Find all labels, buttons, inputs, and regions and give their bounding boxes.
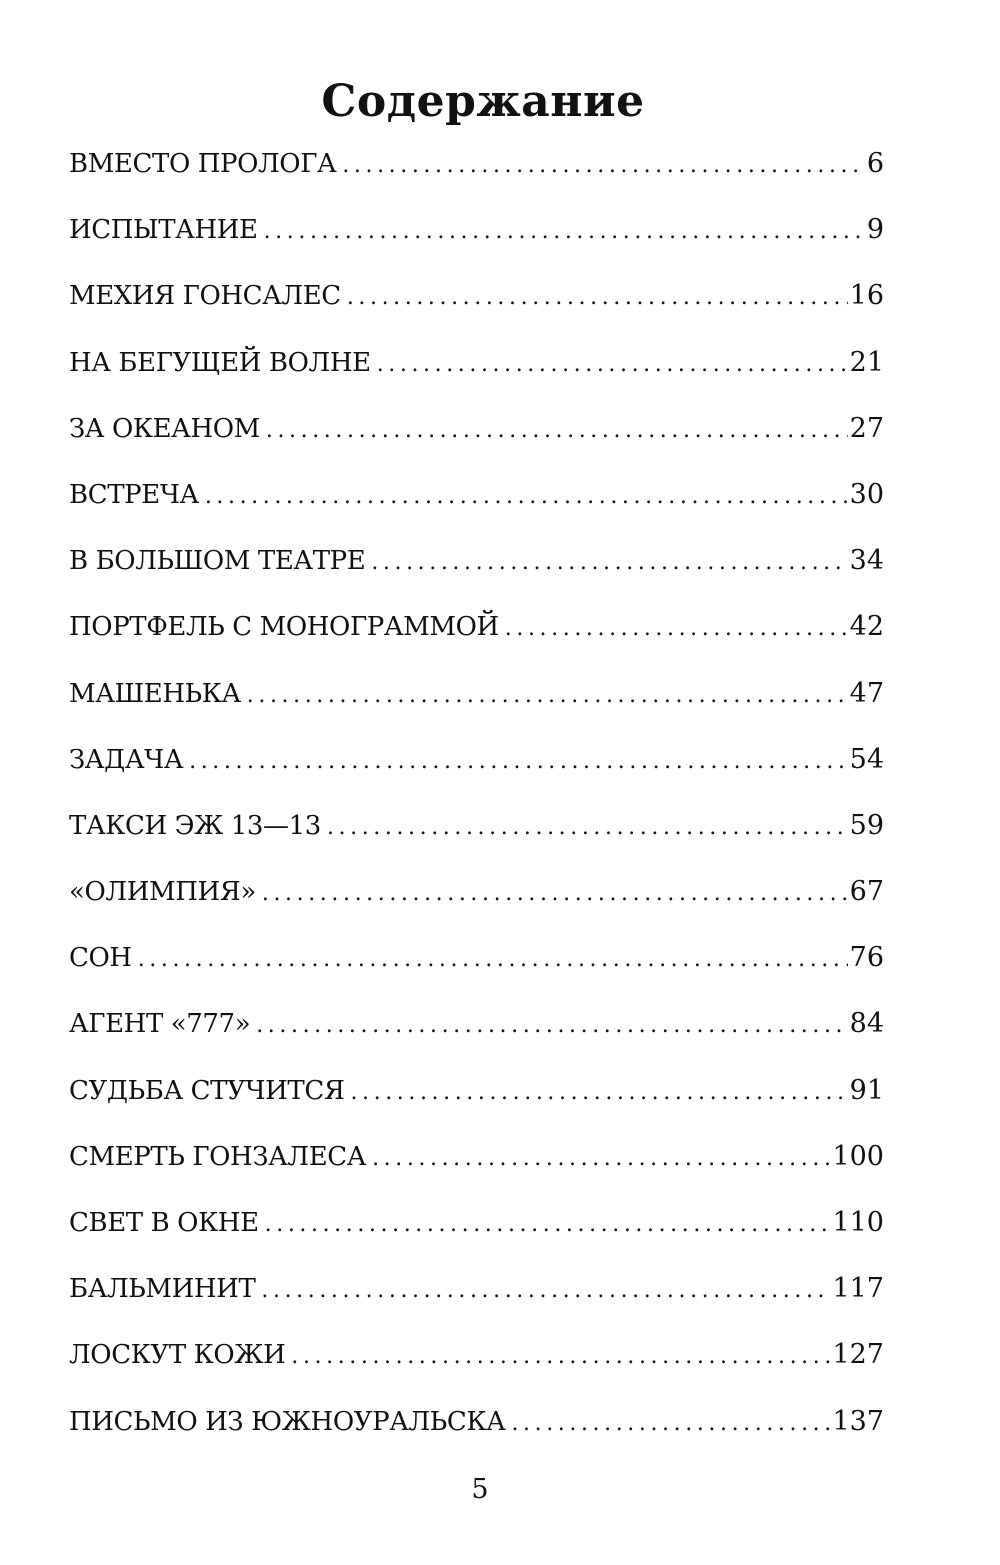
dot-leader	[261, 1261, 830, 1321]
toc-entry	[69, 1193, 884, 1259]
toc-entry-page: 137	[832, 1405, 884, 1437]
toc-entry-page: 117	[832, 1273, 884, 1305]
toc-entry-title: ТАКСИ ЭЖ 13—13	[69, 810, 321, 841]
dot-leader	[342, 136, 862, 196]
toc-entry	[69, 796, 884, 862]
toc-entry-page: 54	[849, 743, 884, 775]
toc-entry-title: МЕХИЯ ГОНСАЛЕС	[69, 281, 341, 312]
toc-entry-page: 42	[849, 611, 884, 643]
dot-leader	[247, 666, 848, 726]
dot-leader	[189, 732, 848, 792]
toc-entry	[69, 531, 884, 597]
toc-entry	[69, 134, 884, 200]
toc-entry-page: 6	[866, 148, 884, 179]
page-number: 5	[471, 1474, 489, 1505]
toc-entry-title: НА БЕГУЩЕЙ ВОЛНЕ	[69, 347, 371, 378]
toc-entry-page: 110	[832, 1207, 884, 1238]
dot-leader	[505, 599, 848, 659]
toc-entry	[69, 1392, 884, 1458]
toc-entry	[69, 1127, 884, 1193]
toc-entry	[69, 862, 884, 928]
toc-entry	[69, 994, 884, 1060]
toc-entry	[69, 465, 884, 531]
toc-entry-title: БАЛЬМИНИТ	[69, 1274, 256, 1305]
toc-entry	[69, 928, 884, 994]
dot-leader	[350, 1063, 847, 1123]
dot-leader	[371, 533, 847, 593]
toc-entry-page: 84	[849, 1008, 884, 1040]
toc-entry-page: 47	[849, 677, 884, 709]
toc-entry-title: ВСТРЕЧА	[69, 479, 199, 510]
dot-leader	[511, 1394, 830, 1454]
toc-entry	[69, 333, 884, 399]
toc-entry-title: ЛОСКУТ КОЖИ	[69, 1340, 286, 1371]
toc-entry	[69, 1061, 884, 1127]
toc-entry-title: АГЕНТ «777»	[69, 1009, 251, 1040]
dot-leader	[266, 401, 848, 461]
toc-entry-page: 91	[849, 1074, 884, 1106]
toc-entry-title: ВМЕСТО ПРОЛОГА	[69, 149, 337, 179]
toc-entry-title: СУДЬБА СТУЧИТСЯ	[69, 1075, 345, 1106]
dot-leader	[205, 467, 848, 527]
dot-leader	[377, 335, 848, 395]
toc-entry-page: 21	[849, 346, 884, 378]
dot-leader	[291, 1327, 830, 1387]
toc-entry-page: 30	[849, 478, 884, 510]
dot-leader	[265, 1195, 831, 1255]
toc-entry-page: 34	[849, 545, 884, 577]
toc-entry	[69, 664, 884, 730]
dot-leader	[264, 202, 862, 262]
toc-entry-title: ПОРТФЕЛЬ С МОНОГРАММОЙ	[69, 612, 499, 643]
dot-leader	[327, 798, 848, 858]
toc-entry-title: СВЕТ В ОКНЕ	[69, 1208, 259, 1238]
toc-entry	[69, 597, 884, 663]
table-of-contents	[69, 134, 884, 1458]
toc-entry-page: 67	[849, 876, 884, 908]
toc-entry-title: ЗАДАЧА	[69, 744, 184, 775]
toc-entry-page: 100	[832, 1140, 884, 1172]
dot-leader	[372, 1129, 830, 1189]
toc-entry-title: «ОЛИМПИЯ»	[69, 877, 256, 908]
dot-leader	[262, 864, 848, 924]
dot-leader	[138, 930, 848, 990]
toc-entry	[69, 1259, 884, 1325]
toc-entry-title: ИСПЫТАНИЕ	[69, 215, 258, 246]
toc-entry-title: СМЕРТЬ ГОНЗАЛЕСА	[69, 1141, 367, 1172]
toc-entry-page: 59	[849, 809, 884, 841]
toc-entry-title: ПИСЬМО ИЗ ЮЖНОУРАЛЬСКА	[69, 1406, 506, 1437]
toc-entry-page: 76	[849, 942, 884, 974]
toc-entry-page: 9	[866, 214, 884, 246]
toc-entry	[69, 730, 884, 796]
toc-entry	[69, 399, 884, 465]
toc-entry-page: 16	[849, 280, 884, 312]
dot-leader	[256, 996, 847, 1056]
toc-entry-page: 27	[849, 412, 884, 444]
dot-leader	[347, 268, 848, 328]
toc-entry-page: 127	[832, 1339, 884, 1371]
toc-entry-title: МАШЕНЬКА	[69, 678, 241, 709]
page-title: Содержание	[321, 76, 645, 127]
toc-entry-title: ЗА ОКЕАНОМ	[69, 413, 260, 444]
toc-entry	[69, 200, 884, 266]
toc-entry	[69, 266, 884, 332]
toc-entry	[69, 1325, 884, 1391]
toc-entry-title: СОН	[69, 943, 132, 974]
toc-entry-title: В БОЛЬШОМ ТЕАТРЕ	[69, 546, 366, 577]
